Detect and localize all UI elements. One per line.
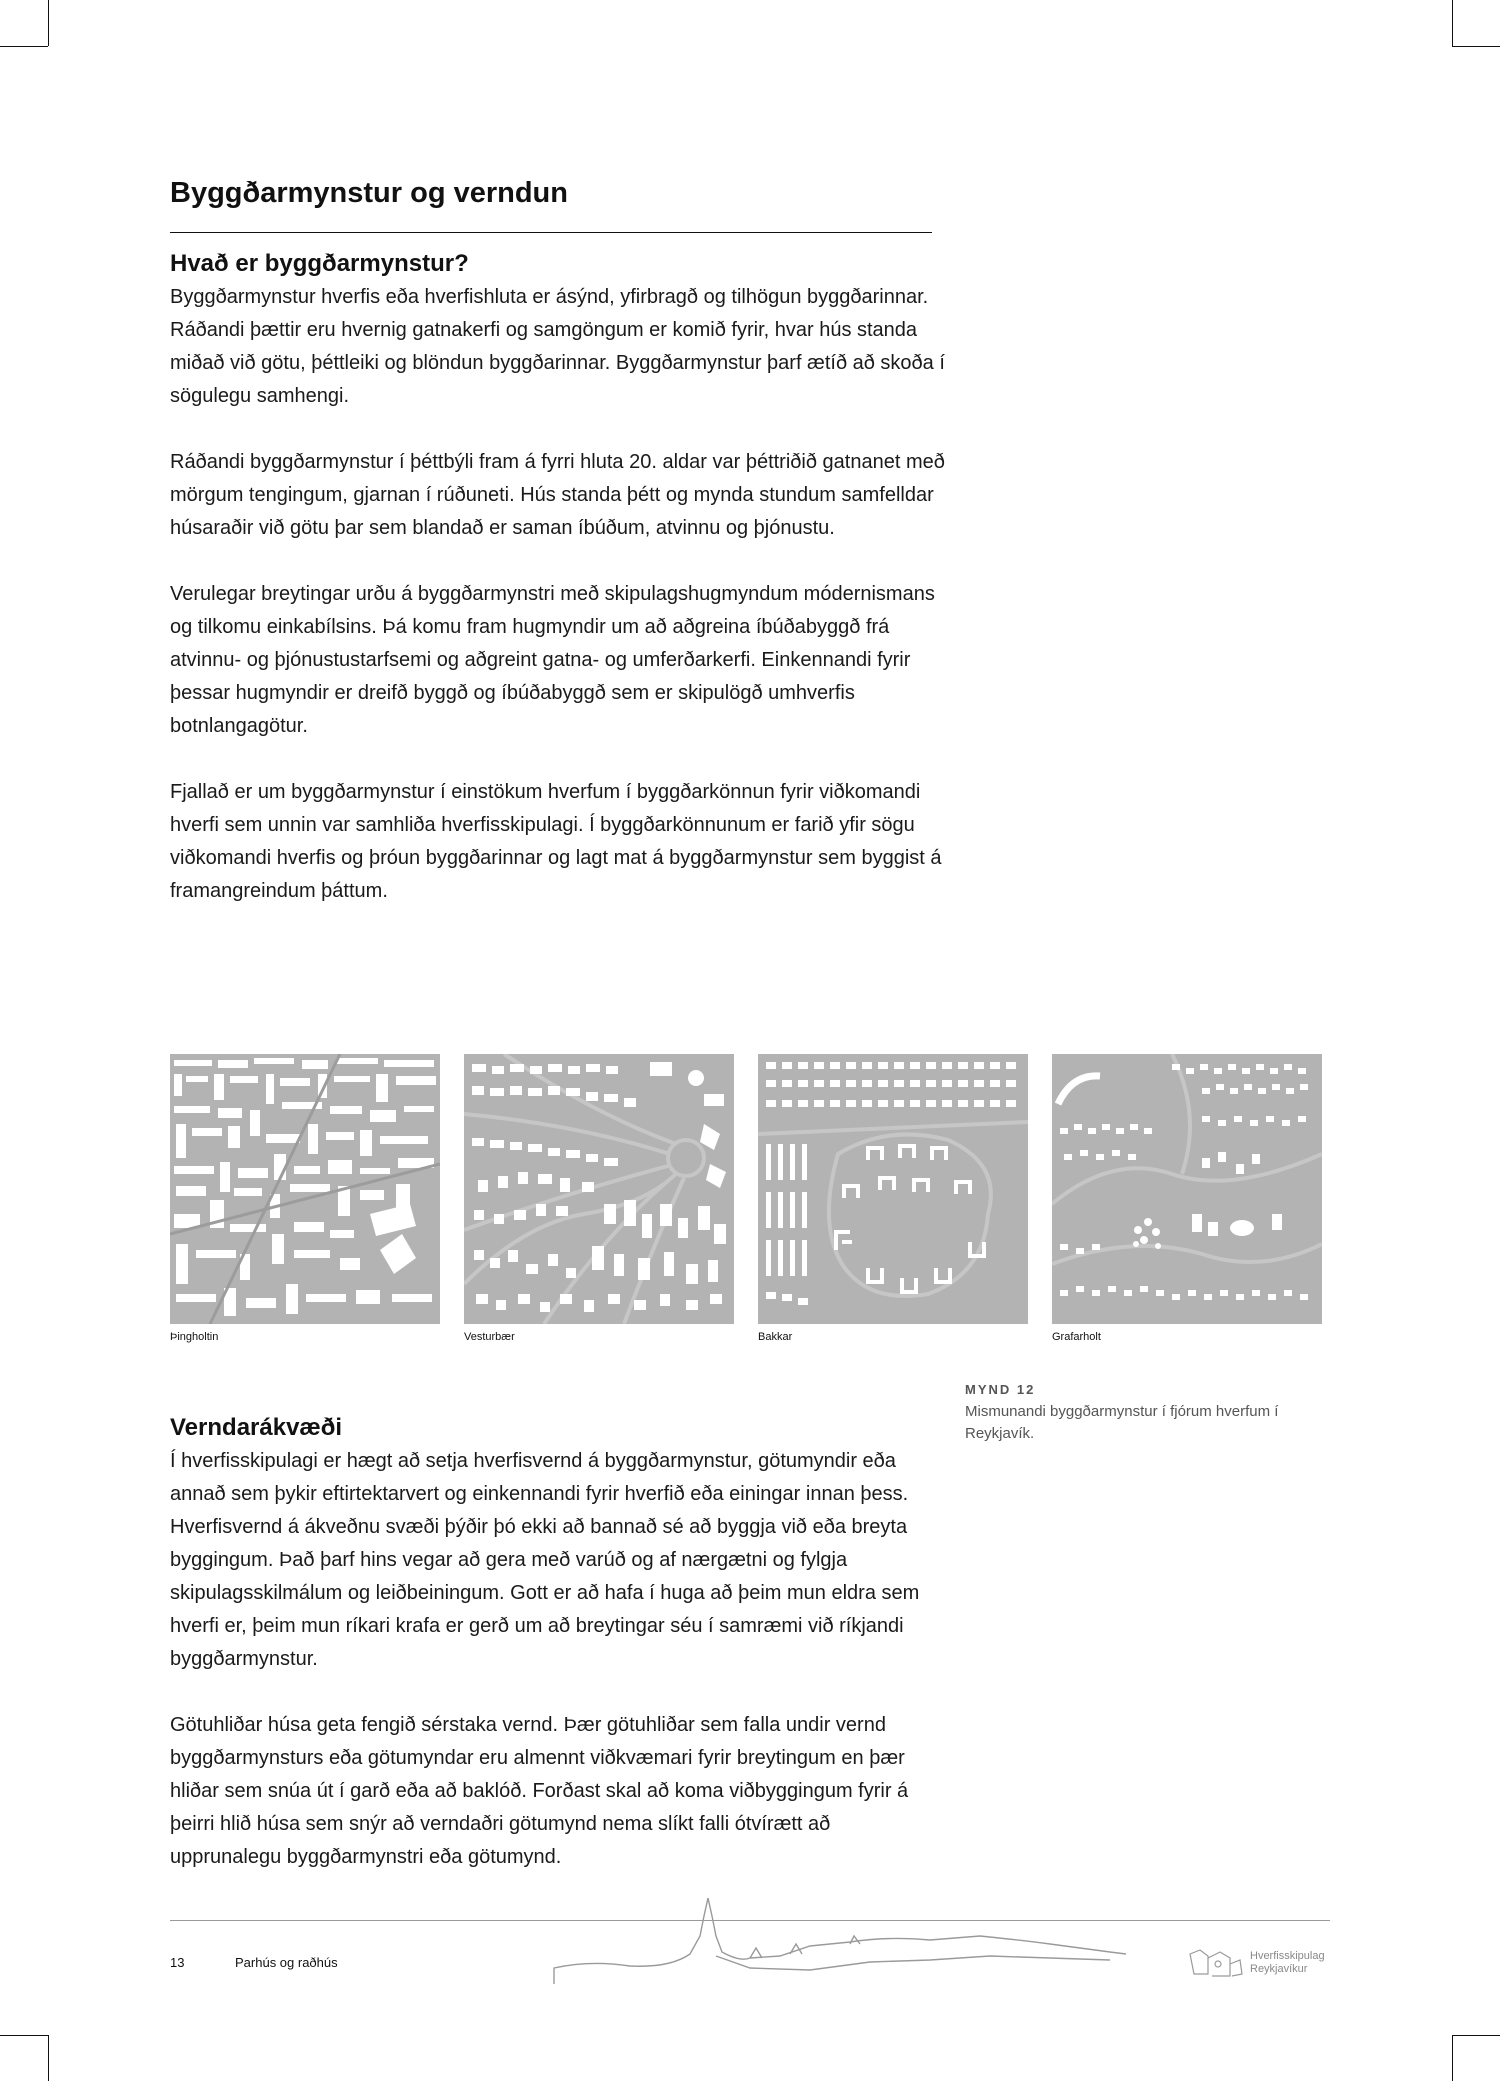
- caption-text: Mismunandi byggðarmynstur í fjórum hverfum í Reykjavík.: [965, 1403, 1279, 1442]
- protection-paragraph: Götuhliðar húsa geta fengið sérstaka vernd. Þær götuhliðar sem falla undir vernd byggðarmynsturs eða götumyndar eru almennt viðkvæmari fyrir breytingum en þær hliðar sem snúa út í garð eða að baklóð. Forðast skal að koma viðbyggingum fyrir á þeirri hlið húsa sem snýr að verndaðri götumynd nema slíkt falli ótvírætt að upprunalegu byggðarmynstri eða götumynd.: [170, 1714, 909, 1869]
- map-bakkar: [758, 1054, 1028, 1343]
- map-thingholtin: [170, 1054, 440, 1343]
- logo-line-1: Hverfisskipulag: [1250, 1950, 1325, 1962]
- figure-caption: [965, 1382, 1335, 1445]
- protection-heading: Verndarákvæði: [170, 1414, 343, 1441]
- footer-document-title: Parhús og raðhús: [235, 1955, 338, 1970]
- city-skyline-icon: [550, 1896, 1130, 1992]
- radial-street-map-icon: [464, 1054, 734, 1324]
- crop-mark: [0, 2035, 48, 2036]
- protection-section: [170, 1412, 930, 1874]
- map-vesturbaer: [464, 1054, 734, 1343]
- crop-mark: [48, 2035, 49, 2081]
- map-label: Vesturbær: [464, 1331, 515, 1343]
- map-label: Grafarholt: [1052, 1331, 1101, 1343]
- logo-icon: [1188, 1944, 1244, 1980]
- intro-paragraph: Fjallað er um byggðarmynstur í einstökum hverfum í byggðarkönnun fyrir viðkomandi hverfi sem unnin var samhliða hverfisskipulagi. Í byggðarkönnunum er farið yfir sögu viðkomandi hverfis og þróun byggðarinnar og lagt mat á byggðarmynstur sem byggist á framangreindum þáttum.: [170, 781, 942, 903]
- crop-mark: [48, 0, 49, 46]
- protection-paragraph: Í hverfisskipulagi er hægt að setja hverfisvernd á byggðarmynstur, götumyndir eða annað sem þykir eftirtektarvert og einkennandi fyrir hverfið eða einingar innan þess. Hverfisvernd á ákveðnu svæði þýðir þó ekki að bannað sé að byggja við eða breyta byggingum. Það þarf hins vegar að gera með varúð og af nærgætni og fylgja skipulagsskilmálum og leiðbeiningum. Gott er að hafa í huga að þeim mun eldra sem hverfi er, þeim mun ríkari krafa er gerð um að breytingar séu í samræmi við ríkjandi byggðarmynstur.: [170, 1450, 920, 1671]
- crop-mark: [0, 46, 48, 47]
- curvilinear-suburb-map-icon: [1052, 1054, 1322, 1324]
- map-grafarholt: [1052, 1054, 1322, 1343]
- page-title: Byggðarmynstur og verndun: [170, 177, 568, 209]
- figure-maps: [170, 1054, 1320, 1344]
- logo-line-2: Reykjavíkur: [1250, 1963, 1308, 1975]
- intro-paragraph: Verulegar breytingar urðu á byggðarmynstri með skipulagshugmyndum módernismans og tilkomu einkabílsins. Þá komu fram hugmyndir um að aðgreina íbúðabyggð frá atvinnu- og þjónustustarfsemi og aðgreint gatna- og umferðarkerfi. Einkennandi fyrir þessar hugmyndir er dreifð byggð og íbúðabyggð sem er skipulögð umhverfis botnlangagötur.: [170, 583, 935, 738]
- title-divider: [170, 232, 932, 233]
- map-label: Þingholtin: [170, 1331, 219, 1343]
- intro-paragraph: Byggðarmynstur hverfis eða hverfishluta er ásýnd, yfirbragð og tilhögun byggðarinnar. Ráðandi þættir eru hvernig gatnakerfi og samgöngum er komið fyrir, hvar hús standa miðað við götu, þéttleiki og blöndun byggðarinnar. Byggðarmynstur þarf ætíð að skoða í sögulegu samhengi.: [170, 286, 945, 408]
- grid-street-map-icon: [170, 1054, 440, 1324]
- page-number: 13: [170, 1955, 185, 1970]
- crop-mark: [1452, 0, 1453, 46]
- caption-label: MYND 12: [965, 1382, 1036, 1397]
- crop-mark: [1452, 2035, 1500, 2036]
- intro-paragraph: Ráðandi byggðarmynstur í þéttbýli fram á fyrri hluta 20. aldar var þéttriðið gatnanet með mörgum tengingum, gjarnan í rúðuneti. Hús standa þétt og mynda stundum samfelldar húsaraðir við götu þar sem blandað er saman íbúðum, atvinnu og þjónustu.: [170, 451, 945, 540]
- map-label: Bakkar: [758, 1331, 793, 1343]
- hverfisskipulag-logo: [1188, 1944, 1338, 1984]
- crop-mark: [1452, 46, 1500, 47]
- intro-section: [170, 248, 960, 908]
- modernist-block-map-icon: [758, 1054, 1028, 1324]
- intro-heading: Hvað er byggðarmynstur?: [170, 250, 469, 277]
- crop-mark: [1452, 2035, 1453, 2081]
- logo-text: [1250, 1950, 1325, 1976]
